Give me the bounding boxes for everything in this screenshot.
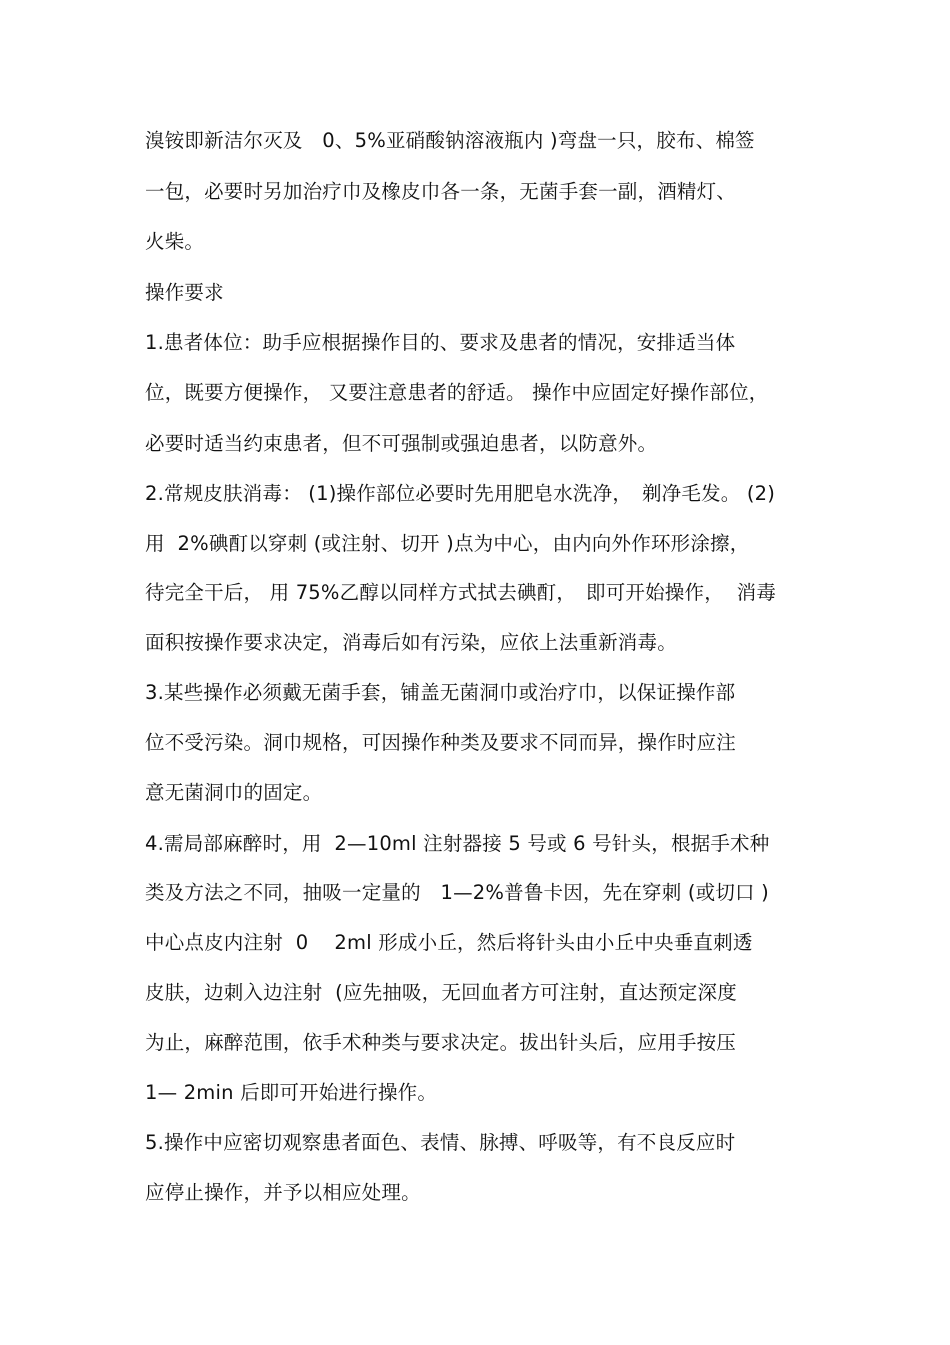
section-heading: 操作要求 <box>145 281 224 304</box>
text-line: 火柴。 <box>145 230 205 253</box>
text-line: 1.患者体位：助手应根据操作目的、要求及患者的情况，安排适当体 <box>145 331 736 354</box>
text-line: 意无菌洞巾的固定。 <box>145 781 323 804</box>
text-line: 4.需局部麻醉时，用 2—10ml 注射器接 5 号或 6 号针头，根据手术种 <box>145 832 770 855</box>
text-line: 应停止操作，并予以相应处理。 <box>145 1181 421 1204</box>
text-line: 为止，麻醉范围，依手术种类与要求决定。拔出针头后，应用手按压 <box>145 1031 737 1054</box>
text-line: 待完全干后， 用 75%乙醇以同样方式拭去碘酊， 即可开始操作， 消毒 <box>145 581 777 604</box>
text-line: 3.某些操作必须戴无菌手套，铺盖无菌洞巾或治疗巾，以保证操作部 <box>145 681 736 704</box>
text-line: 面积按操作要求决定，消毒后如有污染，应依上法重新消毒。 <box>145 631 677 654</box>
text-line: 用 2%碘酊以穿刺 (或注射、切开 )点为中心，由内向外作环形涂擦， <box>145 532 750 555</box>
text-line: 类及方法之不同，抽吸一定量的 1—2%普鲁卡因，先在穿刺 (或切口 ) <box>145 881 769 904</box>
text-line: 5.操作中应密切观察患者面色、表情、脉搏、呼吸等，有不良反应时 <box>145 1131 736 1154</box>
text-line: 溴铵即新洁尔灭及 0、5%亚硝酸钠溶液瓶内 )弯盘一只，胶布、棉签 <box>145 129 755 152</box>
text-line: 一包，必要时另加治疗巾及橡皮巾各一条，无菌手套一副，酒精灯、 <box>145 180 737 203</box>
text-line: 2.常规皮肤消毒： (1)操作部位必要时先用肥皂水洗净， 剃净毛发。 (2) <box>145 482 776 505</box>
text-line: 必要时适当约束患者，但不可强制或强迫患者，以防意外。 <box>145 432 658 455</box>
text-line: 皮肤，边刺入边注射 (应先抽吸，无回血者方可注射，直达预定深度 <box>145 981 737 1004</box>
text-line: 位，既要方便操作， 又要注意患者的舒适。 操作中应固定好操作部位， <box>145 381 769 404</box>
text-line: 中心点皮内注射 0 2ml 形成小丘，然后将针头由小丘中央垂直刺透 <box>145 931 753 954</box>
text-line: 1— 2min 后即可开始进行操作。 <box>145 1081 438 1104</box>
text-line: 位不受污染。洞巾规格，可因操作种类及要求不同而异，操作时应注 <box>145 731 737 754</box>
